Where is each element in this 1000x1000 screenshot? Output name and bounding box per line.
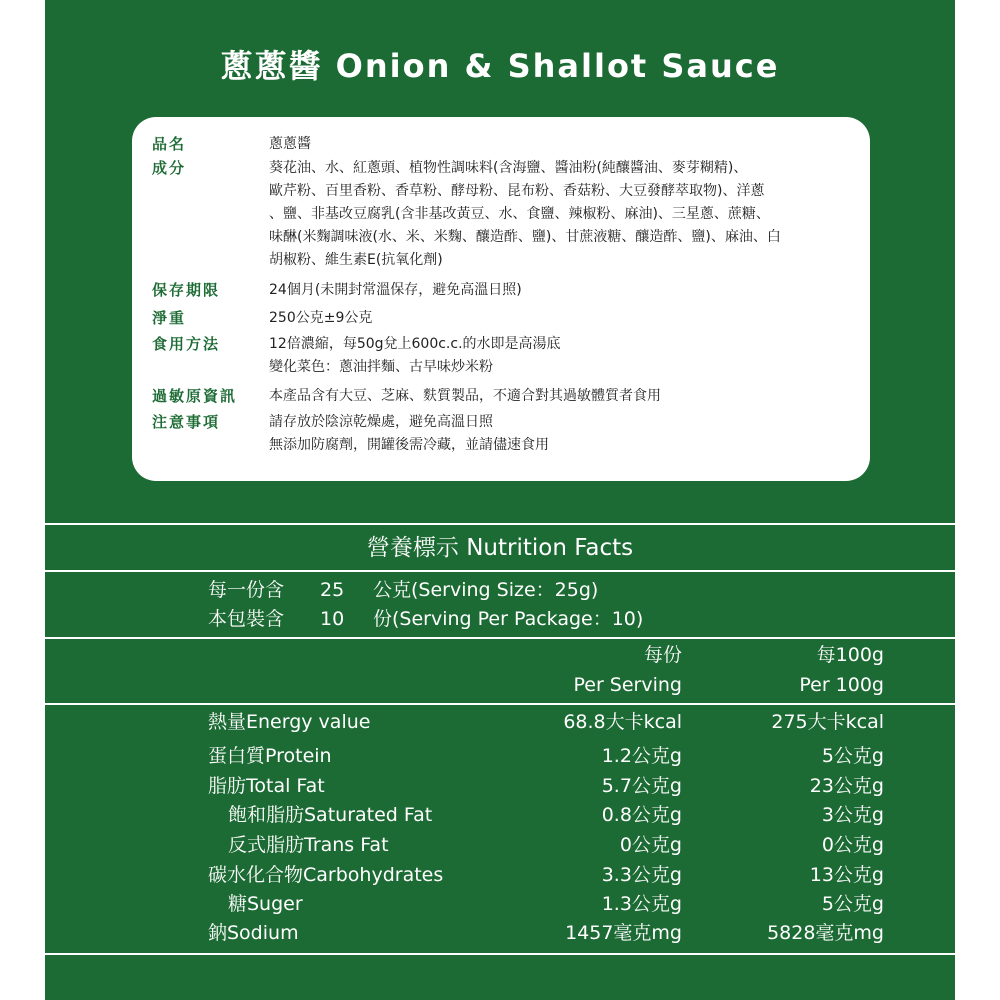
nutrient-per-100g: 13公克g	[809, 864, 884, 886]
info-line: 無添加防腐劑，開罐後需冷藏，並請儘速食用	[269, 437, 549, 453]
info-line: 250公克±9公克	[269, 310, 373, 326]
divider	[45, 523, 955, 525]
info-label-usage: 食用方法	[152, 335, 221, 353]
nutrient-name: 鈉Sodium	[208, 922, 299, 944]
servings-per-package-unit: 份(Serving Per Package：10)	[373, 608, 644, 630]
info-line: 歐芹粉、百里香粉、香草粉、酵母粉、昆布粉、香菇粉、大豆發酵萃取物)、洋蔥	[269, 183, 765, 199]
info-value-name	[269, 133, 859, 156]
info-value-allergen	[269, 385, 859, 408]
info-line: 、鹽、非基改豆腐乳(含非基改黃豆、水、食鹽、辣椒粉、麻油)、三星蔥、蔗糖、	[269, 206, 770, 222]
servings-per-package-label: 本包裝含	[208, 608, 285, 630]
info-value-shelf-life	[269, 279, 859, 302]
nutrient-per-100g: 275大卡kcal	[771, 711, 884, 733]
info-label-net-weight: 淨重	[152, 309, 187, 327]
col-header-per-serving-en: Per Serving	[573, 674, 682, 696]
nutrient-name: 飽和脂肪Saturated Fat	[228, 804, 433, 826]
nutrition-title: 營養標示 Nutrition Facts	[366, 535, 634, 561]
info-value-usage	[269, 333, 859, 379]
serving-size-unit: 公克(Serving Size：25g)	[373, 579, 599, 601]
info-line: 本產品含有大豆、芝麻、麩質製品，不適合對其過敏體質者食用	[269, 388, 661, 404]
divider	[45, 637, 955, 639]
info-value-notes	[269, 411, 859, 457]
info-label-shelf-life: 保存期限	[152, 281, 221, 299]
divider	[45, 570, 955, 572]
nutrient-per-serving: 68.8大卡kcal	[563, 711, 682, 733]
divider	[45, 953, 955, 955]
info-line: 12倍濃縮，每50g兌上600c.c.的水即是高湯底	[269, 336, 561, 352]
serving-size-label: 每一份含	[208, 579, 285, 601]
info-value-ingredients	[269, 157, 859, 272]
col-header-per-100g-zh: 每100g	[816, 644, 884, 666]
nutrient-per-serving: 3.3公克g	[601, 864, 682, 886]
info-line: 變化菜色：蔥油拌麵、古早味炒米粉	[269, 359, 493, 375]
nutrient-name: 碳水化合物Carbohydrates	[208, 864, 444, 886]
info-label-name: 品名	[152, 135, 187, 153]
info-line: 24個月(未開封常溫保存，避免高溫日照)	[269, 282, 522, 298]
nutrient-per-100g: 0公克g	[821, 834, 884, 856]
info-label-ingredients: 成分	[152, 159, 187, 177]
product-title: 蔥蔥醬 Onion & Shallot Sauce	[220, 47, 780, 85]
nutrient-per-serving: 1457毫克mg	[565, 922, 682, 944]
nutrient-name: 糖Suger	[228, 893, 303, 915]
info-label-notes: 注意事項	[152, 413, 221, 431]
nutrient-per-100g: 23公克g	[809, 775, 884, 797]
nutrient-per-100g: 5公克g	[821, 893, 884, 915]
nutrient-per-serving: 1.3公克g	[601, 893, 682, 915]
col-header-per-serving-zh: 每份	[643, 644, 682, 666]
nutrient-name: 蛋白質Protein	[208, 745, 332, 767]
nutrient-per-serving: 5.7公克g	[601, 775, 682, 797]
nutrient-per-serving: 1.2公克g	[601, 745, 682, 767]
product-info-card	[132, 117, 870, 481]
nutrient-per-100g: 3公克g	[821, 804, 884, 826]
info-line: 胡椒粉、維生素E(抗氧化劑)	[269, 252, 443, 268]
product-label-panel	[45, 0, 955, 1000]
info-value-net-weight	[269, 307, 859, 330]
nutrient-per-100g: 5828毫克mg	[767, 922, 884, 944]
info-line: 請存放於陰涼乾燥處，避免高溫日照	[269, 414, 493, 430]
divider	[45, 703, 955, 705]
col-header-per-100g-en: Per 100g	[799, 674, 884, 696]
serving-size-number: 25	[320, 579, 345, 601]
servings-per-package-number: 10	[320, 608, 345, 630]
info-label-allergen: 過敏原資訊	[152, 387, 238, 405]
nutrient-name: 熱量Energy value	[208, 711, 371, 733]
nutrient-per-100g: 5公克g	[821, 745, 884, 767]
nutrient-per-serving: 0公克g	[619, 834, 682, 856]
nutrient-name: 脂肪Total Fat	[208, 775, 325, 797]
nutrient-name: 反式脂肪Trans Fat	[228, 834, 389, 856]
nutrient-per-serving: 0.8公克g	[601, 804, 682, 826]
info-line: 味醂(米麴調味液(水、米、米麴、釀造酢、鹽)、甘蔗液糖、釀造酢、鹽)、麻油、白	[269, 229, 781, 245]
info-line: 蔥蔥醬	[269, 136, 311, 152]
info-line: 葵花油、水、紅蔥頭、植物性調味料(含海鹽、醬油粉(純釀醬油、麥芽糊精)、	[269, 160, 748, 176]
